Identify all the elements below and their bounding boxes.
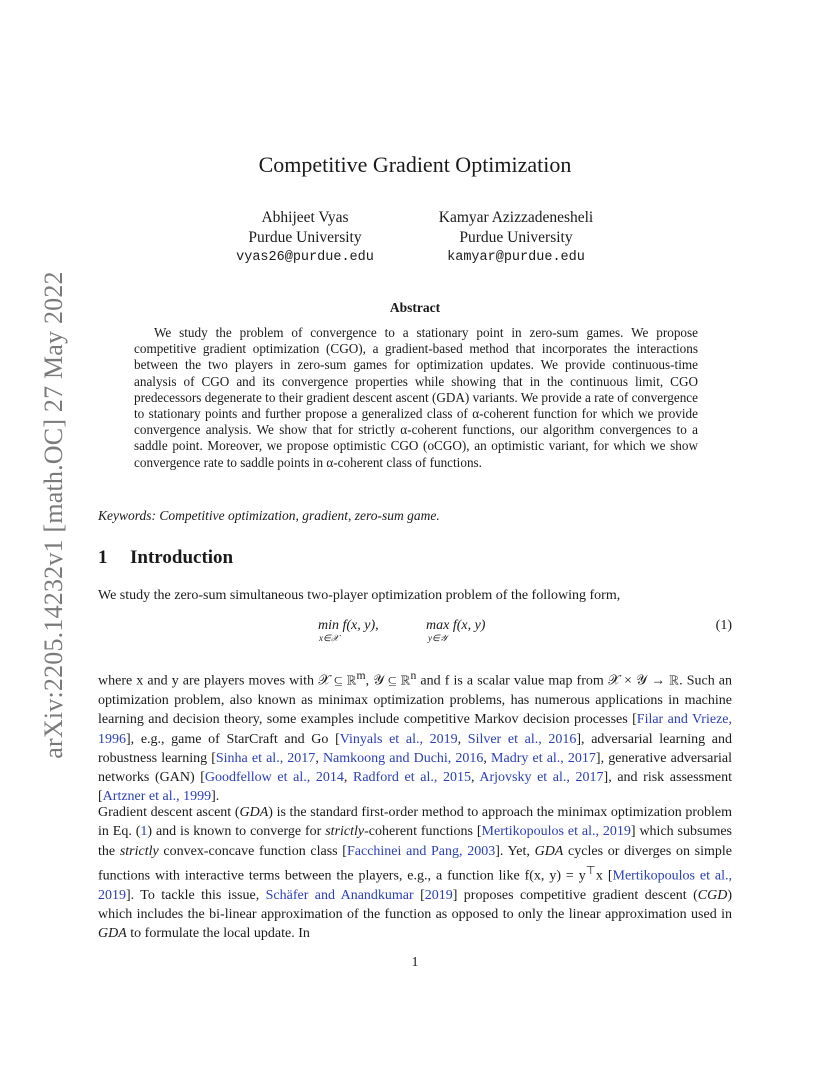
equation-min-term — [318, 618, 379, 643]
citation-link[interactable]: Namkoong and Duchi, 2016 — [322, 750, 484, 766]
arxiv-identifier-stamp: arXiv:2205.14232v1 [math.OC] 27 May 2022 — [39, 271, 68, 759]
paragraph-text — [98, 666, 732, 807]
intro-paragraph — [98, 586, 732, 605]
text-run: convex-concave function class [ — [158, 843, 347, 859]
text-run: x [ — [595, 868, 613, 884]
author-name: Abhijeet Vyas — [261, 209, 349, 226]
superscript: m — [356, 669, 366, 682]
text-run: ) which includes the bi-linear approximation of the function as opposed to only the linear approximation used in — [98, 887, 732, 923]
equation-max-term — [426, 618, 486, 643]
citation-link[interactable]: Vinyals et al., 2019 — [339, 731, 458, 747]
citation-link[interactable]: Facchinei and Pang, 2003 — [346, 843, 496, 859]
section-title: Introduction — [130, 547, 234, 568]
citation-link[interactable]: Filar and Vrieze, 1996 — [98, 712, 732, 747]
paragraph-gda — [98, 803, 732, 944]
author-affiliation: Purdue University — [248, 229, 362, 246]
paragraph-applications — [98, 666, 732, 807]
equation-1 — [98, 618, 732, 648]
acronym: CGD — [697, 887, 728, 903]
abstract-text: We study the problem of convergence to a stationary point in zero-sum games. We propose competitive gradient optimization (CGO), a gradient-based method that incorporates the interactions between the two players in zero-sum games for optimization updates. We provide continuous-time analysis of CGO and its convergence properties while showing that in the continuous limit, CGO predecessors degenerate to their gradient descent ascent (GDA) variants. We provide a rate of convergence to stationary points and further propose a generalized class of α-coherent function for which we provide convergence analysis. We show that for strictly α-coherent functions, our algorithm convergences to a saddle point. Moreover, we propose optimistic CGO (oCGO), an optimistic variant, for which we show convergence rate to saddle points in α-coherent class of functions. — [134, 325, 698, 470]
text-run: where x and y are players moves with 𝒳 ⊆ ℝ — [98, 673, 357, 689]
citation-link[interactable]: Schäfer and Anandkumar — [265, 887, 414, 903]
citation-link[interactable]: Madry et al., 2017 — [491, 750, 596, 766]
text-run: , — [457, 731, 468, 747]
text-run: [ — [413, 887, 425, 903]
text-run: ) is the standard first-order method to approach the minimax optimization problem in Eq. ( — [98, 805, 732, 840]
citation-link[interactable]: Radford et al., 2015 — [353, 770, 471, 786]
author-email[interactable]: kamyar@purdue.edu — [447, 250, 585, 265]
acronym: GDA — [239, 805, 269, 820]
text-run: -coherent functions [ — [364, 824, 482, 840]
equation-min-expr: min f(x, y), — [318, 618, 379, 633]
text-run: , — [470, 770, 480, 786]
acronym: GDA — [534, 843, 564, 859]
author-name: Kamyar Azizzadenesheli — [438, 209, 594, 226]
text-run: ] which subsumes the — [98, 824, 733, 859]
text-run: ]. — [211, 789, 220, 805]
citation-link[interactable]: Silver et al., 2016 — [467, 731, 577, 747]
superscript: n — [410, 669, 417, 682]
citation-link[interactable]: Artzner et al., 1999 — [102, 789, 212, 805]
text-run: ], adversarial learning and robustness learning [ — [98, 731, 733, 766]
text-run: cycles or diverges on simple functions with interactive terms between the players, e.g., a function like f(x, y) = y — [98, 843, 732, 884]
citation-link[interactable]: Sinha et al., 2017 — [215, 750, 316, 766]
text-run: ] proposes competitive gradient descent ( — [452, 887, 698, 903]
text-run: to formulate the local update. In — [126, 926, 310, 942]
text-run: ], generative adversarial networks (GAN) [ — [98, 750, 733, 786]
section-heading — [98, 547, 732, 569]
text-run: , — [315, 750, 323, 766]
equation-number: (1) — [715, 618, 732, 633]
equation-ref-link[interactable]: 1 — [140, 824, 148, 840]
text-run: ], e.g., game of StarCraft and Go [ — [126, 731, 340, 747]
emphasis: strictly — [119, 843, 159, 859]
text-run: and f is a scalar value map from 𝒳 × 𝒴 → ℝ. Such an optimization problem, also known as minimax optimization problems, has numerous applications in machine learning and decision theory, some examples include competitive Markov decision processes [ — [98, 673, 733, 728]
abstract-body — [134, 325, 698, 471]
text-run: ]. Yet, — [495, 843, 535, 859]
citation-link[interactable]: Mertikopoulos et al., 2019 — [481, 824, 631, 840]
text-run: , 𝒴 ⊆ ℝ — [365, 673, 411, 689]
page-number: 1 — [411, 955, 419, 970]
text-run: ) and is known to converge for — [147, 824, 326, 840]
equation-min-subscript: x∈𝒳 — [319, 633, 339, 643]
author-affiliation: Purdue University — [459, 229, 573, 246]
equation-max-expr: max f(x, y) — [426, 618, 486, 633]
superscript: ⊤ — [585, 863, 596, 877]
citation-link[interactable]: Arjovsky et al., 2017 — [479, 770, 604, 786]
text-run: , — [343, 770, 353, 786]
acronym: GDA — [98, 926, 127, 942]
author-block-1 — [230, 208, 380, 268]
citation-link[interactable]: 2019 — [424, 887, 453, 903]
paragraph-text — [98, 803, 732, 944]
author-email[interactable]: vyas26@purdue.edu — [236, 250, 374, 265]
emphasis: strictly — [325, 824, 365, 840]
citation-link[interactable]: Goodfellow et al., 2014 — [204, 770, 344, 786]
section-number: 1 — [98, 547, 108, 568]
abstract-heading: Abstract — [389, 300, 441, 315]
text-run: , — [483, 750, 492, 766]
paper-title: Competitive Gradient Optimization — [258, 152, 572, 177]
text-run: ], and risk assessment [ — [98, 770, 732, 805]
equation-max-subscript: y∈𝒴 — [428, 633, 447, 643]
text-run: ]. To tackle this issue, — [126, 887, 266, 903]
text-run: Gradient descent ascent ( — [98, 805, 240, 820]
citation-link[interactable]: Mertikopoulos et al., 2019 — [98, 868, 732, 903]
keywords-line: Keywords: Competitive optimization, gradient, zero-sum game. — [98, 508, 440, 523]
author-block-2 — [416, 208, 616, 268]
intro-line: We study the zero-sum simultaneous two-player optimization problem of the following form, — [98, 588, 621, 603]
